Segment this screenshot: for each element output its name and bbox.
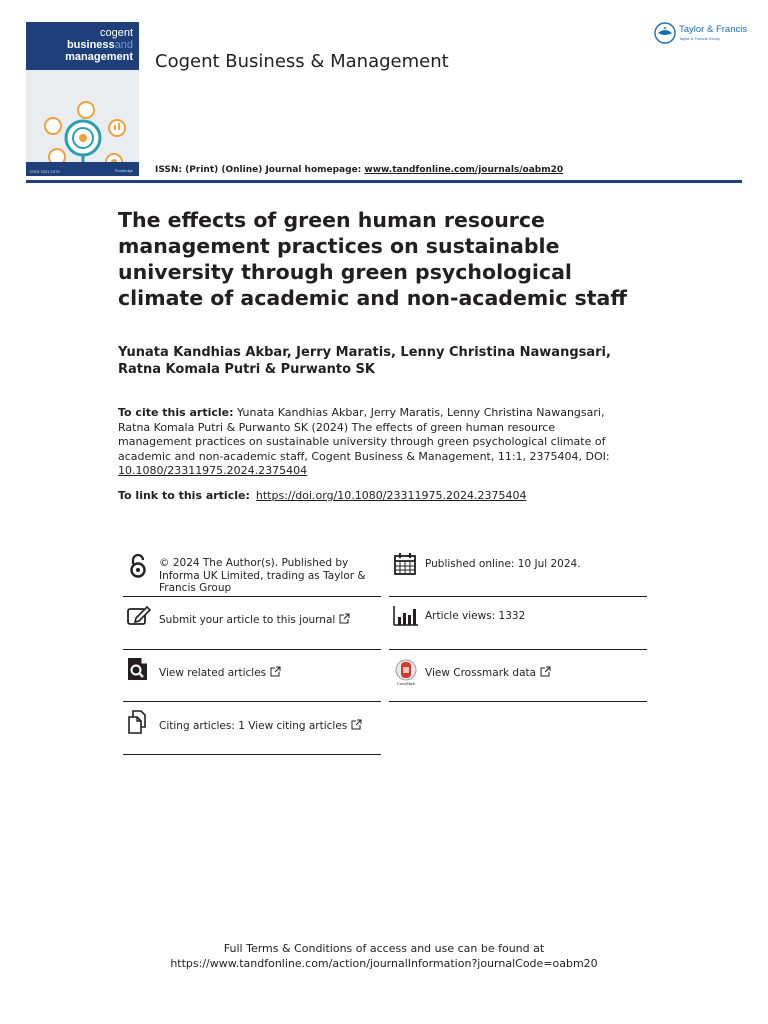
cover-title-and: and bbox=[114, 39, 133, 51]
open-access-item bbox=[123, 552, 381, 600]
terms-line: Full Terms & Conditions of access and use can be found at bbox=[223, 942, 545, 955]
citing-articles-label: Citing articles: 1 View citing articles bbox=[159, 720, 348, 732]
journal-cover-image bbox=[26, 22, 139, 176]
published-item bbox=[389, 552, 647, 600]
item-divider bbox=[123, 596, 381, 597]
article-authors: Yunata Kandhias Akbar, Jerry Maratis, Lenny Christina Nawangsari, Ratna Komala Putri & Purwanto SK bbox=[118, 345, 611, 377]
citing-articles-link[interactable] bbox=[159, 719, 383, 733]
external-link-icon bbox=[339, 613, 350, 624]
item-divider bbox=[123, 701, 381, 702]
link-label: To link to this article: bbox=[118, 489, 250, 502]
calendar-icon bbox=[393, 552, 417, 576]
search-document-icon bbox=[127, 657, 149, 681]
terms-footer bbox=[0, 941, 768, 971]
crossmark-link[interactable] bbox=[425, 666, 645, 680]
related-articles-label: View related articles bbox=[159, 667, 267, 679]
open-access-text: © 2024 The Author(s). Published by Informa UK Limited, trading as Taylor & Francis Group bbox=[159, 557, 366, 594]
item-divider bbox=[389, 649, 647, 650]
external-link-icon bbox=[540, 666, 551, 677]
crossmark-icon-label: CrossMark bbox=[397, 681, 415, 686]
submit-article-link[interactable] bbox=[159, 613, 383, 627]
article-title: The effects of green human resource management practices on sustainable university through green psychological climate of academic and non-academic staff bbox=[118, 208, 627, 310]
issn-homepage-line bbox=[155, 165, 563, 175]
article-views-count: Article views: 1332 bbox=[425, 610, 526, 622]
related-articles-link[interactable] bbox=[159, 666, 383, 680]
issn-label: ISSN: (Print) (Online) Journal homepage: bbox=[155, 165, 362, 175]
cover-illustration bbox=[26, 70, 139, 176]
cite-doi-link[interactable]: 10.1080/23311975.2024.2375404 bbox=[118, 464, 308, 477]
cover-title-line2 bbox=[65, 39, 133, 51]
article-doi-link[interactable]: https://doi.org/10.1080/23311975.2024.2375404 bbox=[255, 489, 527, 502]
item-divider bbox=[123, 754, 381, 755]
cover-title-line3: management bbox=[65, 51, 133, 63]
crossmark-label: View Crossmark data bbox=[425, 667, 537, 679]
edit-icon bbox=[127, 605, 151, 627]
journal-homepage-link[interactable]: www.tandfonline.com/journals/oabm20 bbox=[364, 165, 564, 175]
copy-documents-icon bbox=[127, 710, 151, 734]
external-link-icon bbox=[270, 666, 281, 677]
taylor-francis-lamp-icon bbox=[654, 22, 676, 44]
terms-url[interactable]: https://www.tandfonline.com/action/journalInformation?journalCode=oabm20 bbox=[170, 957, 598, 970]
item-divider bbox=[389, 596, 647, 597]
header-divider bbox=[26, 180, 742, 183]
item-divider bbox=[123, 649, 381, 650]
taylor-francis-group: Taylor & Francis Group bbox=[679, 36, 720, 41]
published-date: Published online: 10 Jul 2024. bbox=[425, 558, 581, 570]
cover-title-line1: cogent bbox=[99, 27, 133, 39]
bar-chart-icon bbox=[393, 605, 419, 627]
cover-publisher: Routledge bbox=[114, 168, 133, 173]
taylor-francis-name: Taylor & Francis bbox=[679, 24, 748, 35]
crossmark-item[interactable] bbox=[389, 656, 647, 704]
cover-title-business: business bbox=[66, 39, 115, 51]
item-divider bbox=[389, 701, 647, 702]
open-access-icon bbox=[127, 554, 149, 578]
article-link-line bbox=[118, 489, 526, 502]
related-articles-item[interactable] bbox=[123, 656, 381, 704]
citation-block bbox=[118, 406, 623, 479]
submit-article-item[interactable] bbox=[123, 604, 381, 652]
journal-name: Cogent Business & Management bbox=[155, 51, 449, 72]
cite-label: To cite this article: bbox=[118, 406, 234, 419]
submit-article-label: Submit your article to this journal bbox=[159, 614, 336, 626]
external-link-icon bbox=[351, 719, 362, 730]
cite-text: Yunata Kandhias Akbar, Jerry Maratis, Lenny Christina Nawangsari, Ratna Komala Putri & Purwanto SK (2024) The effects of green human resource management practices on sustainable university through green psychological climate of academic and non-academic staff, Cogent Business & Management, 11:1, 2375404, DOI: bbox=[118, 406, 610, 463]
citing-articles-item[interactable] bbox=[123, 709, 381, 757]
cover-issn: ISSN 2331-1975 bbox=[30, 169, 60, 174]
article-views-item bbox=[389, 604, 647, 652]
taylor-francis-logo[interactable] bbox=[654, 22, 754, 48]
cover-title bbox=[65, 27, 133, 63]
